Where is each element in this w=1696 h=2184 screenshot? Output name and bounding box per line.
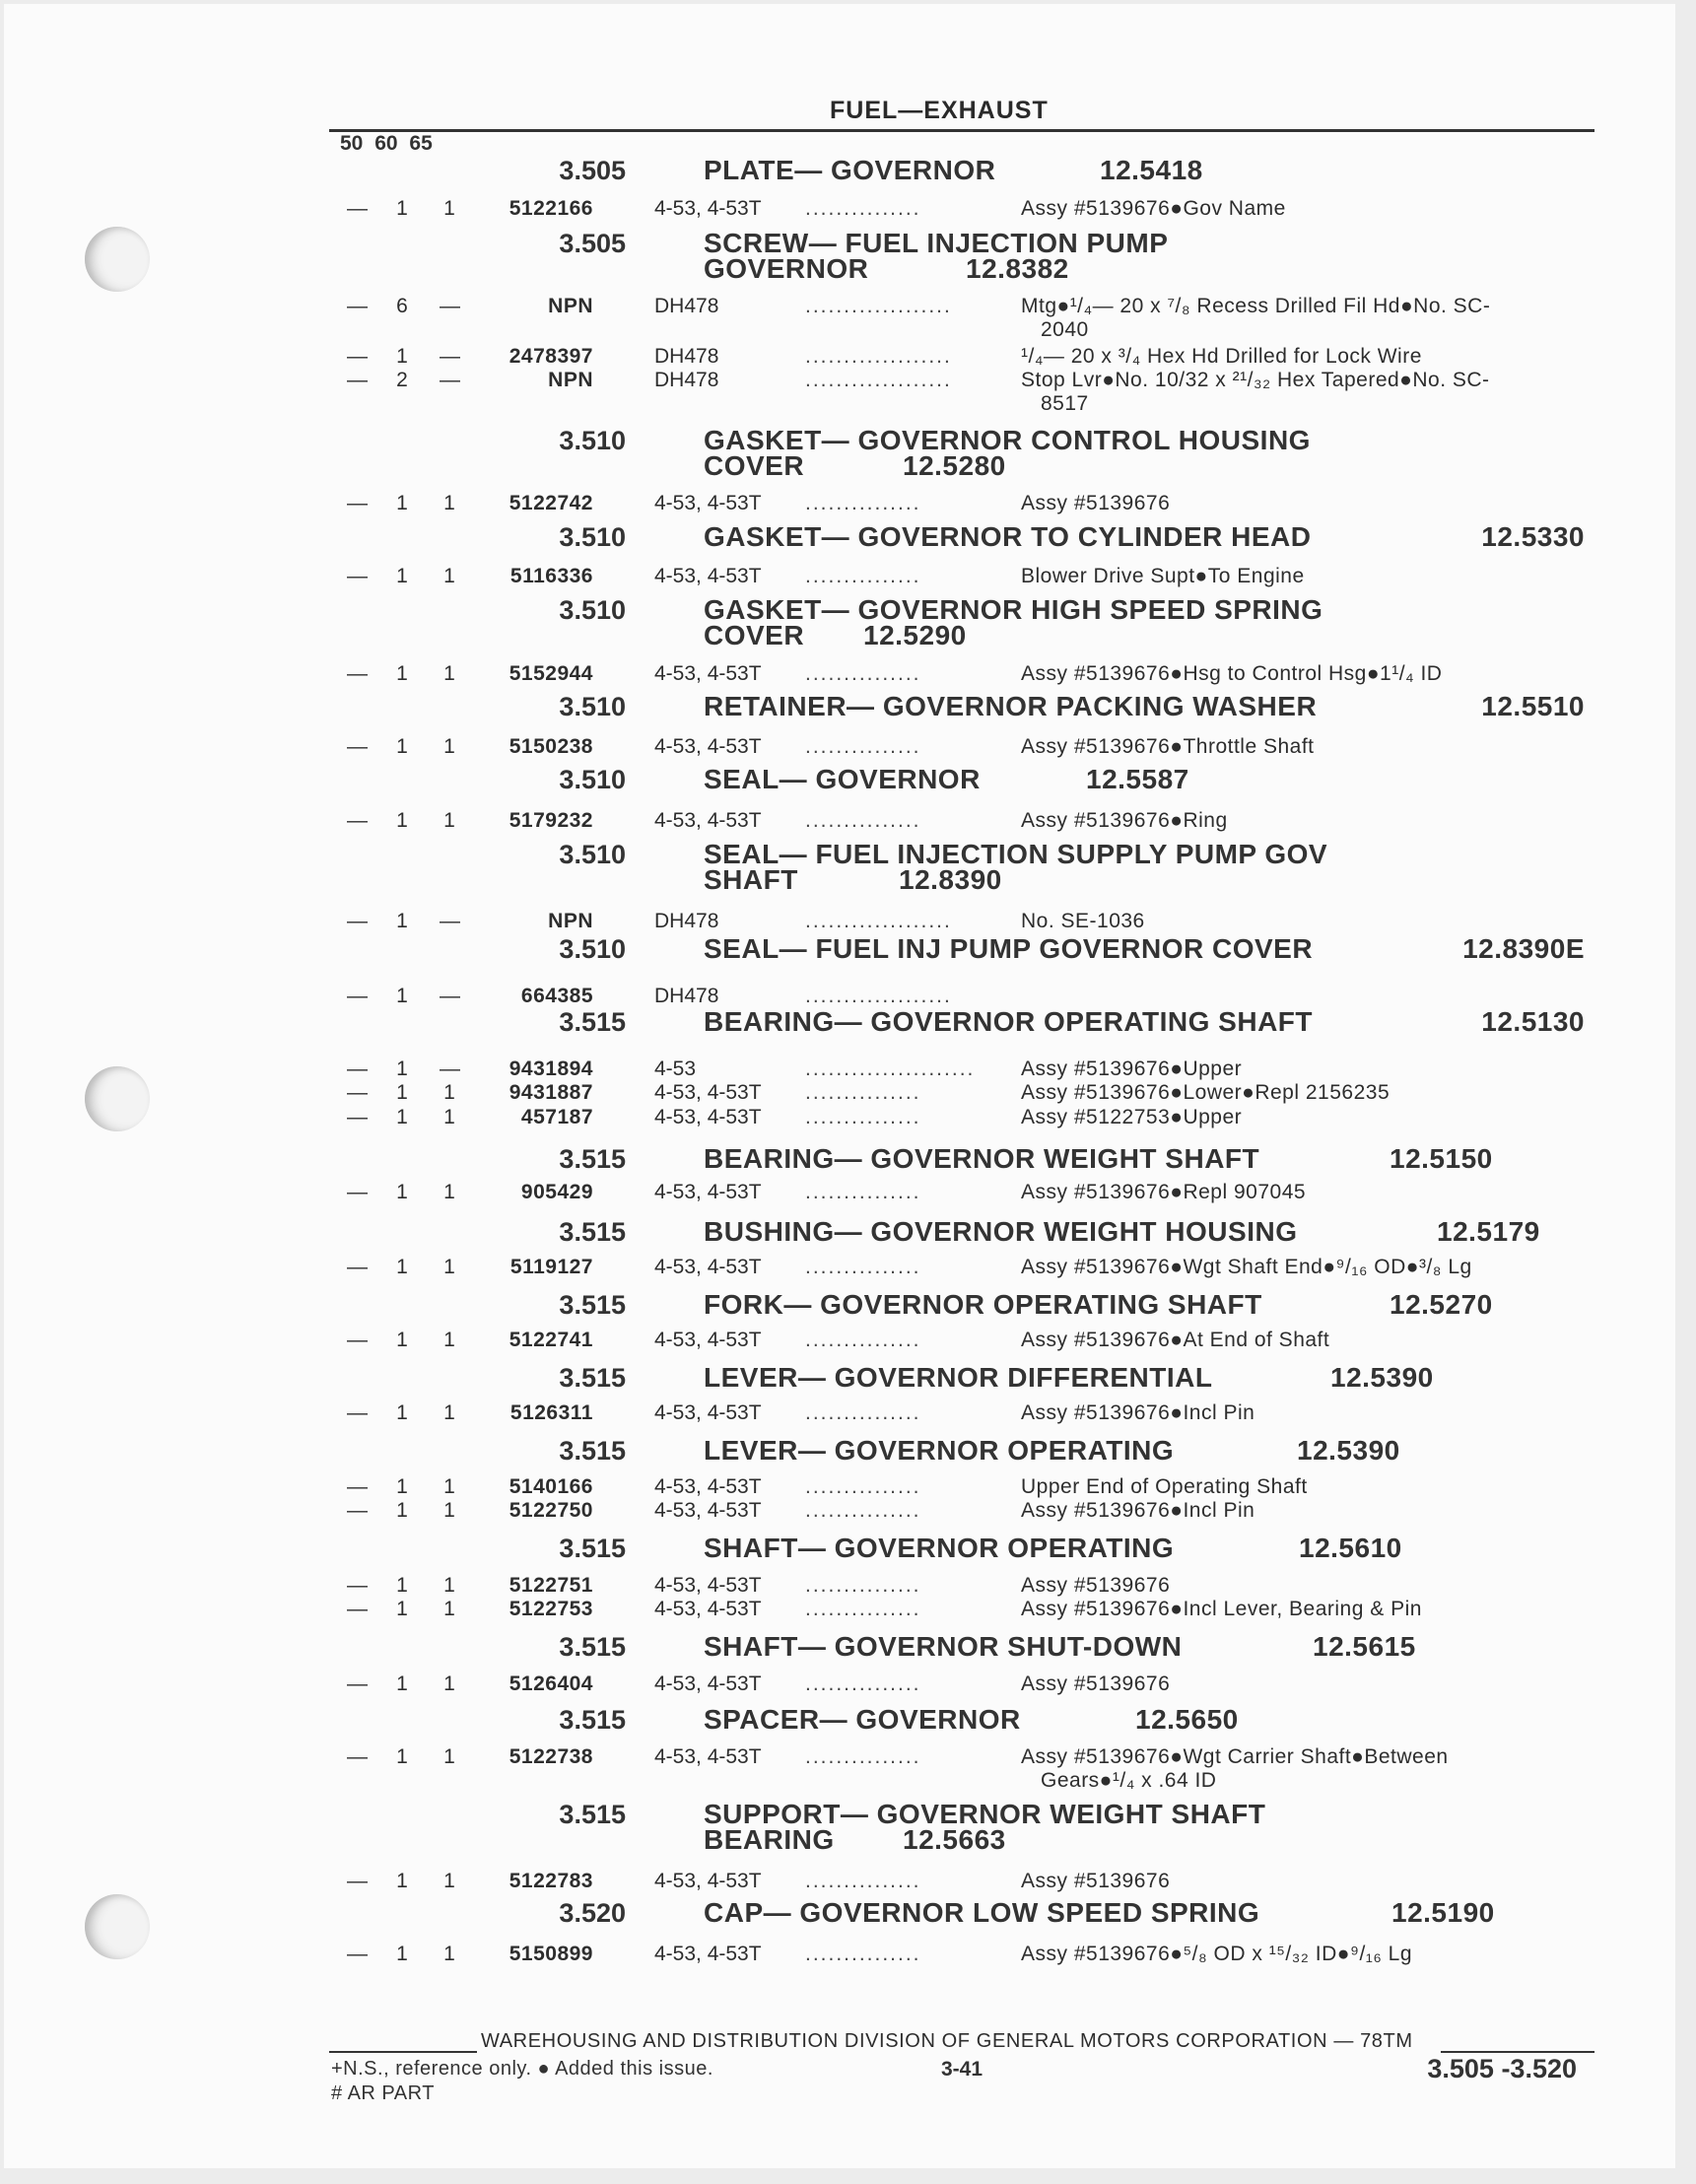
qty-65: —	[440, 1058, 460, 1080]
qty-60: 1	[396, 809, 408, 832]
section-number: 3.505	[559, 156, 626, 185]
model: 4-53, 4-53T	[654, 197, 762, 220]
leader-dots: ...............	[805, 809, 921, 832]
leader-dots: ...................	[805, 295, 952, 317]
qty-60: 1	[396, 1672, 408, 1695]
qty-60: 1	[396, 1574, 408, 1597]
qty-65: 1	[443, 1574, 455, 1597]
section-number: 3.510	[559, 765, 626, 794]
section-number: 3.515	[559, 1144, 626, 1174]
section-title: SHAFT— GOVERNOR SHUT-DOWN	[704, 1631, 1183, 1662]
qty-50: —	[347, 1574, 368, 1597]
description: No. SE-1036	[1021, 910, 1145, 932]
part-row	[0, 1672, 1671, 1696]
page-title: FUEL—EXHAUST	[830, 97, 1049, 124]
part-number: NPN	[548, 295, 593, 317]
qty-60: 1	[396, 1475, 408, 1498]
leader-dots: ...................	[805, 345, 952, 368]
qty-50: —	[347, 1081, 368, 1104]
part-number: 5140166	[509, 1475, 593, 1498]
qty-60: 1	[396, 1943, 408, 1965]
qty-60: 1	[396, 1598, 408, 1620]
section-title: SPACER— GOVERNOR	[704, 1704, 1021, 1735]
qty-50: —	[347, 1598, 368, 1620]
section-number: 3.510	[559, 934, 626, 964]
qty-60: 1	[396, 1329, 408, 1351]
section-title: GASKET— GOVERNOR TO CYLINDER HEAD	[704, 521, 1312, 552]
section-code: 12.8382	[966, 253, 1069, 284]
qty-65: 1	[443, 1401, 455, 1424]
section-code: 12.5150	[1390, 1143, 1493, 1174]
part-number: 2478397	[509, 345, 593, 368]
description: Assy #5139676●Wgt Shaft End●⁹/₁₆ OD●³/₈ Lg	[1021, 1256, 1472, 1278]
model: DH478	[654, 910, 719, 932]
part-number: 5122751	[509, 1574, 593, 1597]
section-number: 3.510	[559, 692, 626, 721]
part-row	[0, 662, 1671, 686]
part-row	[0, 735, 1671, 759]
qty-65: 1	[443, 492, 455, 514]
part-number: 5152944	[509, 662, 593, 685]
part-row	[0, 369, 1671, 415]
leader-dots: ...............	[805, 565, 921, 587]
qty-60: 1	[396, 985, 408, 1007]
leader-dots: ...............	[805, 1745, 921, 1768]
section-code: 12.5587	[1086, 764, 1189, 794]
part-row	[0, 1499, 1671, 1523]
qty-65: 1	[443, 662, 455, 685]
description: Assy #5139676●Upper	[1021, 1058, 1243, 1080]
description: ¹/₄— 20 x ³/₄ Hex Hd Drilled for Lock Wire	[1021, 345, 1422, 368]
qty-65: 1	[443, 197, 455, 220]
qty-50: —	[347, 735, 368, 758]
leader-dots: ...............	[805, 1598, 921, 1620]
section-number: 3.505	[559, 229, 626, 258]
section-code: 12.5280	[903, 450, 1006, 481]
qty-65: 1	[443, 1598, 455, 1620]
part-number: 5122742	[509, 492, 593, 514]
description: Mtg●¹/₄— 20 x ⁷/₈ Recess Drilled Fil Hd●No. SC-	[1021, 295, 1491, 317]
qty-50: —	[347, 197, 368, 220]
qty-60: 1	[396, 345, 408, 368]
section-title: LEVER— GOVERNOR OPERATING	[704, 1435, 1175, 1466]
description: Assy #5122753●Upper	[1021, 1106, 1243, 1128]
qty-60: 1	[396, 1745, 408, 1768]
section-code: 12.5130	[1481, 1006, 1585, 1037]
section-number: 3.515	[559, 1290, 626, 1320]
qty-60: 1	[396, 1106, 408, 1128]
qty-65: 1	[443, 1181, 455, 1203]
qty-50: —	[347, 985, 368, 1007]
qty-50: —	[347, 1058, 368, 1080]
section-code: 12.5390	[1297, 1435, 1400, 1466]
leader-dots: ...............	[805, 1329, 921, 1351]
qty-50: —	[347, 1672, 368, 1695]
description: Stop Lvr●No. 10/32 x ²¹/₃₂ Hex Tapered●No. SC-	[1021, 369, 1490, 391]
qty-65: 1	[443, 809, 455, 832]
model: 4-53, 4-53T	[654, 735, 762, 758]
description: Assy #5139676●Gov Name	[1021, 197, 1286, 220]
model: 4-53, 4-53T	[654, 1598, 762, 1620]
qty-60: 1	[396, 1401, 408, 1424]
description: Assy #5139676●Ring	[1021, 809, 1228, 832]
section-title: CAP— GOVERNOR LOW SPEED SPRING	[704, 1897, 1260, 1928]
part-number: NPN	[548, 910, 593, 932]
part-row	[0, 809, 1671, 833]
section-number: 3.515	[559, 1800, 626, 1829]
qty-65: —	[440, 295, 460, 317]
part-row	[0, 295, 1671, 341]
section-code: 12.5179	[1437, 1216, 1540, 1247]
leader-dots: ...............	[805, 492, 921, 514]
qty-60: 1	[396, 735, 408, 758]
description: Upper End of Operating Shaft	[1021, 1475, 1308, 1498]
footer-rule-left	[329, 2051, 477, 2053]
qty-60: 2	[396, 369, 408, 391]
section-code: 12.5390	[1330, 1362, 1434, 1393]
section-title-continued: GOVERNOR	[704, 253, 869, 284]
description: Assy #5139676●Incl Pin	[1021, 1401, 1255, 1424]
leader-dots: ...............	[805, 1943, 921, 1965]
part-number: 5122738	[509, 1745, 593, 1768]
description: Assy #5139676●At End of Shaft	[1021, 1329, 1330, 1351]
part-number: NPN	[548, 369, 593, 391]
part-number: 5126404	[509, 1672, 593, 1695]
qty-60: 1	[396, 1256, 408, 1278]
part-row	[0, 1745, 1671, 1792]
section-title-continued: COVER	[704, 450, 805, 481]
leader-dots: ...............	[805, 1870, 921, 1892]
part-number: 5122166	[509, 197, 593, 220]
part-row	[0, 1106, 1671, 1129]
part-number: 9431887	[509, 1081, 593, 1104]
leader-dots: ......................	[805, 1058, 976, 1080]
leader-dots: ...............	[805, 1106, 921, 1128]
qty-65: 1	[443, 1475, 455, 1498]
binder-hole-1	[85, 227, 150, 292]
model: DH478	[654, 345, 719, 368]
section-number: 3.515	[559, 1217, 626, 1247]
section-code: 12.5650	[1135, 1704, 1239, 1735]
qty-50: —	[347, 662, 368, 685]
section-number: 3.515	[559, 1632, 626, 1662]
qty-65: —	[440, 369, 460, 391]
part-number: 5119127	[509, 1256, 593, 1278]
section-title: LEVER— GOVERNOR DIFFERENTIAL	[704, 1362, 1213, 1393]
leader-dots: ...............	[805, 662, 921, 685]
header-rule	[329, 129, 1594, 132]
footer-ar-note: # AR PART	[331, 2082, 435, 2104]
section-range: 3.505 -3.520	[1427, 2054, 1577, 2083]
leader-dots: ...............	[805, 1081, 921, 1104]
model: DH478	[654, 369, 719, 391]
part-number: 5150899	[509, 1943, 593, 1965]
qty-60: 1	[396, 565, 408, 587]
section-code: 12.5610	[1299, 1533, 1402, 1563]
section-title: SEAL— GOVERNOR	[704, 764, 981, 794]
part-row	[0, 565, 1671, 588]
section-number: 3.510	[559, 522, 626, 552]
section-title: SHAFT— GOVERNOR OPERATING	[704, 1533, 1175, 1563]
part-row	[0, 345, 1671, 369]
section-number: 3.515	[559, 1007, 626, 1037]
leader-dots: ...............	[805, 1181, 921, 1203]
qty-65: 1	[443, 735, 455, 758]
page-number: 3-41	[941, 2058, 984, 2081]
qty-50: —	[347, 1181, 368, 1203]
part-number: 5179232	[509, 809, 593, 832]
description: Assy #5139676●Incl Pin	[1021, 1499, 1255, 1522]
leader-dots: ...............	[805, 197, 921, 220]
qty-60: 1	[396, 1181, 408, 1203]
qty-50: —	[347, 1256, 368, 1278]
part-number: 5122783	[509, 1870, 593, 1892]
qty-60: 1	[396, 197, 408, 220]
qty-50: —	[347, 1499, 368, 1522]
section-number: 3.515	[559, 1363, 626, 1393]
footer-division: WAREHOUSING AND DISTRIBUTION DIVISION OF GENERAL MOTORS CORPORATION — 78TM	[481, 2030, 1413, 2052]
model: 4-53, 4-53T	[654, 809, 762, 832]
section-title: BEARING— GOVERNOR OPERATING SHAFT	[704, 1006, 1314, 1037]
description-continued: 8517	[1041, 392, 1089, 415]
qty-50: —	[347, 1745, 368, 1768]
description: Blower Drive Supt●To Engine	[1021, 565, 1305, 587]
description: Assy #5139676	[1021, 492, 1171, 514]
qty-65: 1	[443, 1329, 455, 1351]
qty-50: —	[347, 565, 368, 587]
qty-60: 1	[396, 1499, 408, 1522]
part-row	[0, 1574, 1671, 1598]
model: 4-53, 4-53T	[654, 1401, 762, 1424]
model: 4-53, 4-53T	[654, 492, 762, 514]
qty-50: —	[347, 369, 368, 391]
part-row	[0, 1598, 1671, 1621]
part-row	[0, 1256, 1671, 1279]
section-title-continued: BEARING	[704, 1824, 835, 1855]
leader-dots: ...................	[805, 369, 952, 391]
model: 4-53, 4-53T	[654, 565, 762, 587]
qty-50: —	[347, 1401, 368, 1424]
qty-65: 1	[443, 1870, 455, 1892]
qty-65: —	[440, 910, 460, 932]
description: Assy #5139676●Incl Lever, Bearing & Pin	[1021, 1598, 1422, 1620]
part-row	[0, 1870, 1671, 1893]
leader-dots: ...............	[805, 1475, 921, 1498]
description: Assy #5139676	[1021, 1574, 1171, 1597]
leader-dots: ...............	[805, 735, 921, 758]
description: Assy #5139676●⁵/₈ OD x ¹⁵/₃₂ ID●⁹/₁₆ Lg	[1021, 1943, 1413, 1965]
part-row	[0, 197, 1671, 221]
qty-65: 1	[443, 1256, 455, 1278]
footer-rule-right	[1441, 2051, 1594, 2053]
part-number: 5122753	[509, 1598, 593, 1620]
section-number: 3.520	[559, 1898, 626, 1928]
section-code: 12.5190	[1391, 1897, 1495, 1928]
part-row	[0, 1475, 1671, 1499]
leader-dots: ...............	[805, 1574, 921, 1597]
section-title: GASKET— GOVERNOR HIGH SPEED SPRING	[704, 594, 1323, 625]
description: Assy #5139676●Throttle Shaft	[1021, 735, 1315, 758]
model: 4-53, 4-53T	[654, 1870, 762, 1892]
qty-65: 1	[443, 1943, 455, 1965]
model: DH478	[654, 985, 719, 1007]
qty-65: 1	[443, 1081, 455, 1104]
description: Assy #5139676●Repl 907045	[1021, 1181, 1307, 1203]
part-number: 664385	[520, 985, 593, 1007]
model: 4-53, 4-53T	[654, 1745, 762, 1768]
section-code: 12.8390E	[1462, 933, 1585, 964]
section-code: 12.5510	[1481, 691, 1585, 721]
part-number: 5122741	[509, 1329, 593, 1351]
model: 4-53, 4-53T	[654, 662, 762, 685]
qty-50: —	[347, 345, 368, 368]
section-number: 3.515	[559, 1436, 626, 1466]
footer-ns-note: +N.S., reference only. ● Added this issue.	[331, 2058, 713, 2080]
description-continued: 2040	[1041, 318, 1089, 341]
part-number: 9431894	[509, 1058, 593, 1080]
qty-50: —	[347, 1329, 368, 1351]
section-code: 12.5330	[1481, 521, 1585, 552]
section-number: 3.510	[559, 426, 626, 455]
qty-60: 1	[396, 662, 408, 685]
qty-60: 1	[396, 1870, 408, 1892]
section-number: 3.510	[559, 840, 626, 869]
leader-dots: ...............	[805, 1672, 921, 1695]
description: Assy #5139676●Lower●Repl 2156235	[1021, 1081, 1391, 1104]
description: Assy #5139676	[1021, 1672, 1171, 1695]
section-title: SUPPORT— GOVERNOR WEIGHT SHAFT	[704, 1799, 1266, 1829]
qty-65: 1	[443, 1106, 455, 1128]
part-row	[0, 492, 1671, 515]
qty-60: 1	[396, 492, 408, 514]
qty-60: 6	[396, 295, 408, 317]
qty-60: 1	[396, 1081, 408, 1104]
section-title: FORK— GOVERNOR OPERATING SHAFT	[704, 1289, 1262, 1320]
section-number: 3.515	[559, 1705, 626, 1735]
part-row	[0, 1081, 1671, 1105]
qty-50: —	[347, 1943, 368, 1965]
qty-50: —	[347, 910, 368, 932]
qty-50: —	[347, 1870, 368, 1892]
model: 4-53, 4-53T	[654, 1329, 762, 1351]
model: 4-53, 4-53T	[654, 1943, 762, 1965]
section-number: 3.515	[559, 1534, 626, 1563]
section-code: 12.8390	[899, 864, 1002, 895]
section-code: 12.5270	[1390, 1289, 1493, 1320]
section-title: BUSHING— GOVERNOR WEIGHT HOUSING	[704, 1216, 1298, 1247]
model: DH478	[654, 295, 719, 317]
model: 4-53, 4-53T	[654, 1672, 762, 1695]
qty-65: 1	[443, 1499, 455, 1522]
qty-60: 1	[396, 910, 408, 932]
qty-65: —	[440, 985, 460, 1007]
part-row	[0, 1401, 1671, 1425]
leader-dots: ...............	[805, 1401, 921, 1424]
section-title: SEAL— FUEL INJ PUMP GOVERNOR COVER	[704, 933, 1314, 964]
leader-dots: ...................	[805, 985, 952, 1007]
section-title: PLATE— GOVERNOR	[704, 155, 996, 185]
model: 4-53, 4-53T	[654, 1256, 762, 1278]
section-title: GASKET— GOVERNOR CONTROL HOUSING	[704, 425, 1311, 455]
qty-50: —	[347, 492, 368, 514]
description: Assy #5139676●Wgt Carrier Shaft●Between	[1021, 1745, 1449, 1768]
section-title-continued: COVER	[704, 620, 805, 650]
qty-65: 1	[443, 1672, 455, 1695]
section-code: 12.5663	[903, 1824, 1006, 1855]
model: 4-53, 4-53T	[654, 1475, 762, 1498]
qty-65: 1	[443, 1745, 455, 1768]
section-title: SCREW— FUEL INJECTION PUMP	[704, 228, 1169, 258]
part-number: 905429	[520, 1181, 593, 1203]
qty-65: 1	[443, 565, 455, 587]
model: 4-53, 4-53T	[654, 1574, 762, 1597]
section-title-continued: SHAFT	[704, 864, 798, 895]
qty-60: 1	[396, 1058, 408, 1080]
section-code: 12.5290	[863, 620, 967, 650]
section-title: RETAINER— GOVERNOR PACKING WASHER	[704, 691, 1318, 721]
qty-65: —	[440, 345, 460, 368]
part-number: 5116336	[509, 565, 593, 587]
qty-50: —	[347, 1475, 368, 1498]
section-title: BEARING— GOVERNOR WEIGHT SHAFT	[704, 1143, 1260, 1174]
model: 4-53, 4-53T	[654, 1499, 762, 1522]
model: 4-53, 4-53T	[654, 1181, 762, 1203]
model: 4-53	[654, 1058, 697, 1080]
model: 4-53, 4-53T	[654, 1106, 762, 1128]
part-number: 457187	[520, 1106, 593, 1128]
model: 4-53, 4-53T	[654, 1081, 762, 1104]
section-number: 3.510	[559, 595, 626, 625]
part-row	[0, 985, 1671, 1008]
part-number: 5150238	[509, 735, 593, 758]
part-row	[0, 1943, 1671, 1966]
section-code: 12.5615	[1313, 1631, 1416, 1662]
qty-50: —	[347, 295, 368, 317]
description: Assy #5139676	[1021, 1870, 1171, 1892]
part-number: 5126311	[509, 1401, 593, 1424]
part-row	[0, 910, 1671, 933]
part-row	[0, 1058, 1671, 1081]
part-row	[0, 1181, 1671, 1204]
section-code: 12.5418	[1100, 155, 1203, 185]
section-title: SEAL— FUEL INJECTION SUPPLY PUMP GOV	[704, 839, 1328, 869]
qty-50: —	[347, 809, 368, 832]
qty-50: —	[347, 1106, 368, 1128]
part-row	[0, 1329, 1671, 1352]
column-headers: 50 60 65	[340, 132, 433, 155]
leader-dots: ...............	[805, 1256, 921, 1278]
description: Assy #5139676●Hsg to Control Hsg●1¹/₄ ID	[1021, 662, 1443, 685]
part-number: 5122750	[509, 1499, 593, 1522]
leader-dots: ...............	[805, 1499, 921, 1522]
description-continued: Gears●¹/₄ x .64 ID	[1041, 1769, 1217, 1792]
leader-dots: ...................	[805, 910, 952, 932]
